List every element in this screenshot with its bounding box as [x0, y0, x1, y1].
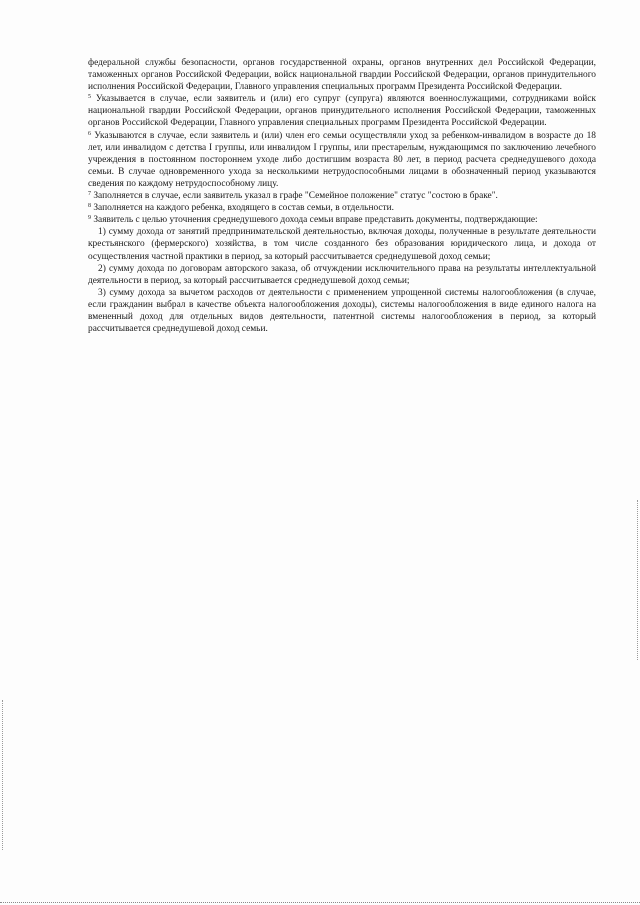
footnote-text: Заявитель с целью уточнения среднедушевого дохода семьи вправе представить документы, подтверждающие:: [93, 215, 538, 226]
footnote-mark: 8: [88, 203, 91, 210]
footnote-mark: 5: [88, 94, 91, 101]
footnote-7: [88, 190, 596, 202]
continuation-paragraph: федеральной службы безопасности, органов государственной охраны, органов внутренних дел Российской Федерации, таможенных органов Российской Федерации, войск национальной гвардии Российской Федерации, органов принудительного исполнения Российской Федерации, Главного управления специальных программ Президента Российской Федерации.: [88, 58, 596, 93]
footnote-text: Указываются в случае, если заявитель и (или) член его семьи осуществляли уход за ребенком-инвалидом в возрасте до 18 лет, или инвалидом с детства I группы, или инвалидом I группы, или престарелым, нуждающимся по заключению лечебного учреждения в постоянном постороннем уходе либо достигшим возраста 80 лет, в период расчета среднедушевого дохода семьи. В случае одновременного ухода за несколькими нетрудоспособными лицами в обозначенный период указываются сведения по каждому нетрудоспособному лицу.: [88, 130, 596, 189]
footnote-mark: 6: [88, 130, 91, 137]
scan-edge-artifact: [636, 500, 638, 660]
footnote-mark: 7: [88, 191, 91, 198]
list-item: 3) сумму дохода за вычетом расходов от деятельности с применением упрощенной системы налогообложения (в случае, если гражданин выбрал в качестве объекта налогообложения доходы), системы налогообложения в виде единого налога на вмененный доход для отдельных видов деятельности, патентной системы налогообложения в период, за который рассчитывается среднедушевой доход семьи.: [88, 287, 596, 335]
footnote-8: [88, 202, 596, 214]
footnote-text: Заполняется в случае, если заявитель указал в графе "Семейное положение" статус "состою в браке".: [93, 191, 498, 202]
footnote-9: [88, 214, 596, 226]
footnote-mark: 9: [88, 215, 91, 222]
footnote-text: Заполняется на каждого ребенка, входящего в состав семьи, в отдельности.: [93, 203, 394, 214]
scan-edge-artifact: [2, 700, 4, 850]
footnote-text: Указывается в случае, если заявитель и (или) его супруг (супруга) являются военнослужащими, сотрудниками войск национальной гвардии Российской Федерации, органов принудительного исполнения Российской Федерации, таможенных органов Российской Федерации, Главного управления специальных программ Президента Российской Федерации.: [88, 94, 596, 129]
list-item: 1) сумму дохода от занятий предпринимательской деятельностью, включая доходы, полученные в результате деятельности крестьянского (фермерского) хозяйства, в том числе созданного без образования юридического лица, и дохода от осуществления частной практики в период, за который рассчитывается среднедушевой доход семьи;: [88, 227, 596, 262]
document-body: [88, 57, 596, 335]
list-item: 2) сумму дохода по договорам авторского заказа, об отчуждении исключительного права на результаты интеллектуальной деятельности в период, за который рассчитывается среднедушевой доход семьи;: [88, 263, 596, 286]
footnote-6: [88, 130, 596, 190]
footnote-5: [88, 93, 596, 129]
scan-edge-artifact: [0, 901, 640, 903]
